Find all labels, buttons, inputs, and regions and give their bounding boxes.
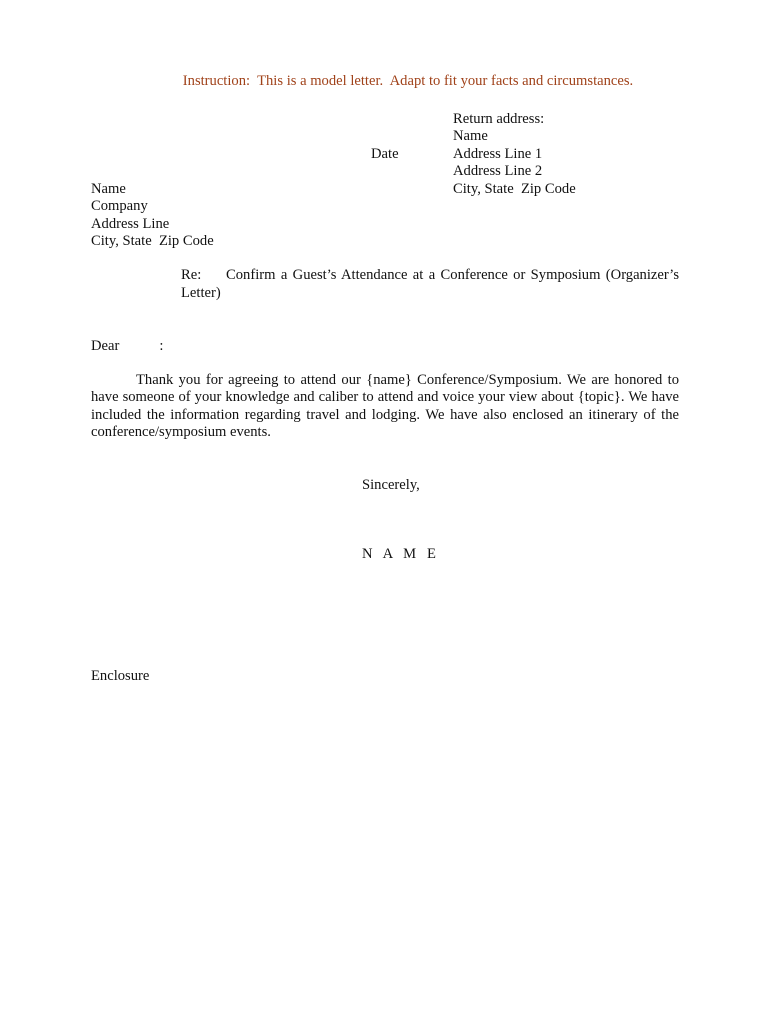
letter-date: Date — [371, 146, 399, 162]
return-address-line1: Address Line 1 — [453, 145, 543, 162]
return-address-city-state-zip: City, State Zip Code — [453, 180, 576, 197]
return-address-line2: Address Line 2 — [453, 163, 543, 180]
letter-body: Thank you for agreeing to attend our {name} Conference/Symposium. We are honored to have someone of your knowledge and caliber to attend and voice your view about {topic}. We have included the information regarding travel and lodging. We have also enclosed an itinerary of the conference/symposium events. — [91, 372, 679, 441]
instruction-note: Instruction: This is a model letter. Adapt to fit your facts and circumstances. — [182, 73, 634, 89]
recipient-company: Company — [91, 198, 148, 215]
return-address-name: Name — [453, 128, 488, 145]
recipient-address: Address Line — [91, 215, 170, 232]
return-address-block — [453, 111, 576, 198]
enclosure-note: Enclosure — [91, 668, 150, 684]
signature-name: N A M E — [362, 546, 440, 562]
subject-text: Confirm a Guest’s Attendance at a Conference or Symposium (Organizer’s Letter) — [181, 267, 679, 301]
salutation — [91, 338, 163, 355]
subject-line — [181, 267, 679, 302]
salutation-colon: : — [159, 338, 164, 354]
closing: Sincerely, — [362, 477, 420, 493]
subject-label: Re: — [181, 267, 202, 283]
recipient-name: Name — [91, 181, 126, 197]
recipient-city-state-zip: City, State Zip Code — [91, 233, 214, 250]
salutation-greeting: Dear — [91, 338, 120, 354]
recipient-block — [91, 181, 214, 251]
return-address-label: Return address: — [453, 111, 545, 127]
